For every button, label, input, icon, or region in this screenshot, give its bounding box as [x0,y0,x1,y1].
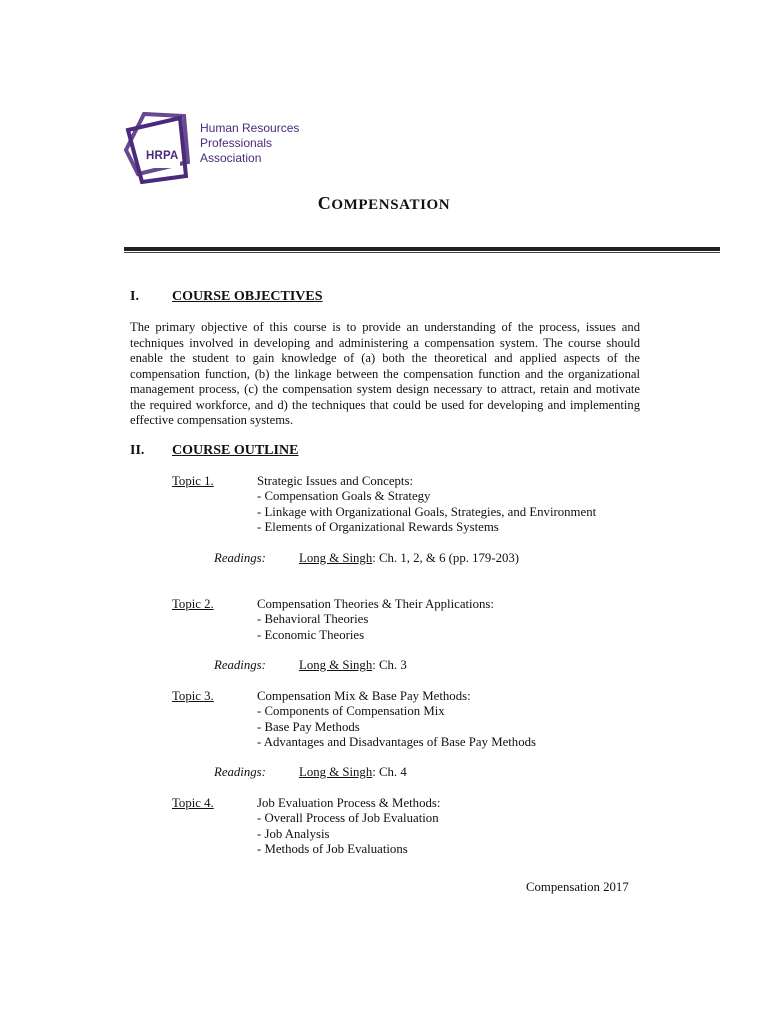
topic-heading: Strategic Issues and Concepts: [257,474,414,488]
readings-chapters: : Ch. 1, 2, & 6 (pp. 179-203) [372,551,520,565]
hrpa-logo [124,110,304,184]
topic-item: - Elements of Organizational Rewards Systems [257,519,499,534]
topic-label: Topic 1. [172,474,214,488]
topic-item: - Behavioral Theories [257,612,369,627]
readings-chapters: : Ch. 3 [372,658,407,672]
topic-item: - Base Pay Methods [257,719,360,734]
hrpa-logo-mark [124,110,190,184]
topic-heading: Compensation Mix & Base Pay Methods: [257,689,471,703]
title-divider [124,247,720,251]
topic-label: Topic 4. [172,796,214,810]
topic-item: - Compensation Goals & Strategy [257,489,431,504]
title-initial: C [317,193,332,213]
objectives-paragraph: The primary objective of this course is to provide an understanding of the process, issues and techniques involved in developing and administering a compensation system. The course should enable the student to gain knowledge of (a) both the theoretical and applied aspects of the compensation function, (b) the linkage between the compensation function and the organizational management process, (c) the compensation system design necessary to attract, retain and motivate the required workforce, and d) the techniques that could be used for developing and implementing effective compensation systems. [130,320,640,427]
topic-label: Topic 2. [172,597,214,611]
readings-author: Long & Singh [299,658,373,672]
topic-content [257,796,440,857]
topic-content [257,474,596,535]
logo-organization-name [200,121,299,166]
readings-author: Long & Singh [299,551,373,565]
topic-content [257,689,536,750]
topic-content [257,597,494,643]
topic-item: - Economic Theories [257,627,365,642]
topic-heading: Job Evaluation Process & Methods: [257,796,441,810]
topic-item: - Components of Compensation Mix [257,704,445,719]
readings-chapters: : Ch. 4 [372,765,407,779]
topic-item: - Job Analysis [257,826,330,841]
topic-item: - Advantages and Disadvantages of Base Pay Methods [257,734,536,749]
topic-item: - Linkage with Organizational Goals, Strategies, and Environment [257,504,597,519]
readings-reference [299,658,407,673]
logo-name-line: Human Resources [200,121,300,135]
title-divider-thin [124,252,720,253]
page-footer: Compensation 2017 [526,880,629,894]
topic-item: - Methods of Job Evaluations [257,841,408,856]
readings-reference [299,551,519,566]
section-heading-outline: COURSE OUTLINE [172,443,299,458]
topic-heading: Compensation Theories & Their Applications: [257,597,494,611]
section-number: I. [130,289,139,304]
logo-abbreviation: HRPA [146,150,179,162]
readings-reference [299,765,407,780]
logo-name-line: Professionals [200,136,273,150]
readings-label: Readings: [214,658,266,672]
document-title [0,193,768,214]
readings-author: Long & Singh [299,765,373,779]
topic-item: - Overall Process of Job Evaluation [257,811,439,826]
readings-label: Readings: [214,551,266,565]
section-heading-objectives: COURSE OBJECTIVES [172,289,323,304]
logo-name-line: Association [200,151,262,165]
readings-label: Readings: [214,765,266,779]
topic-label: Topic 3. [172,689,214,703]
title-rest: OMPENSATION [331,197,451,213]
section-number: II. [130,443,145,458]
